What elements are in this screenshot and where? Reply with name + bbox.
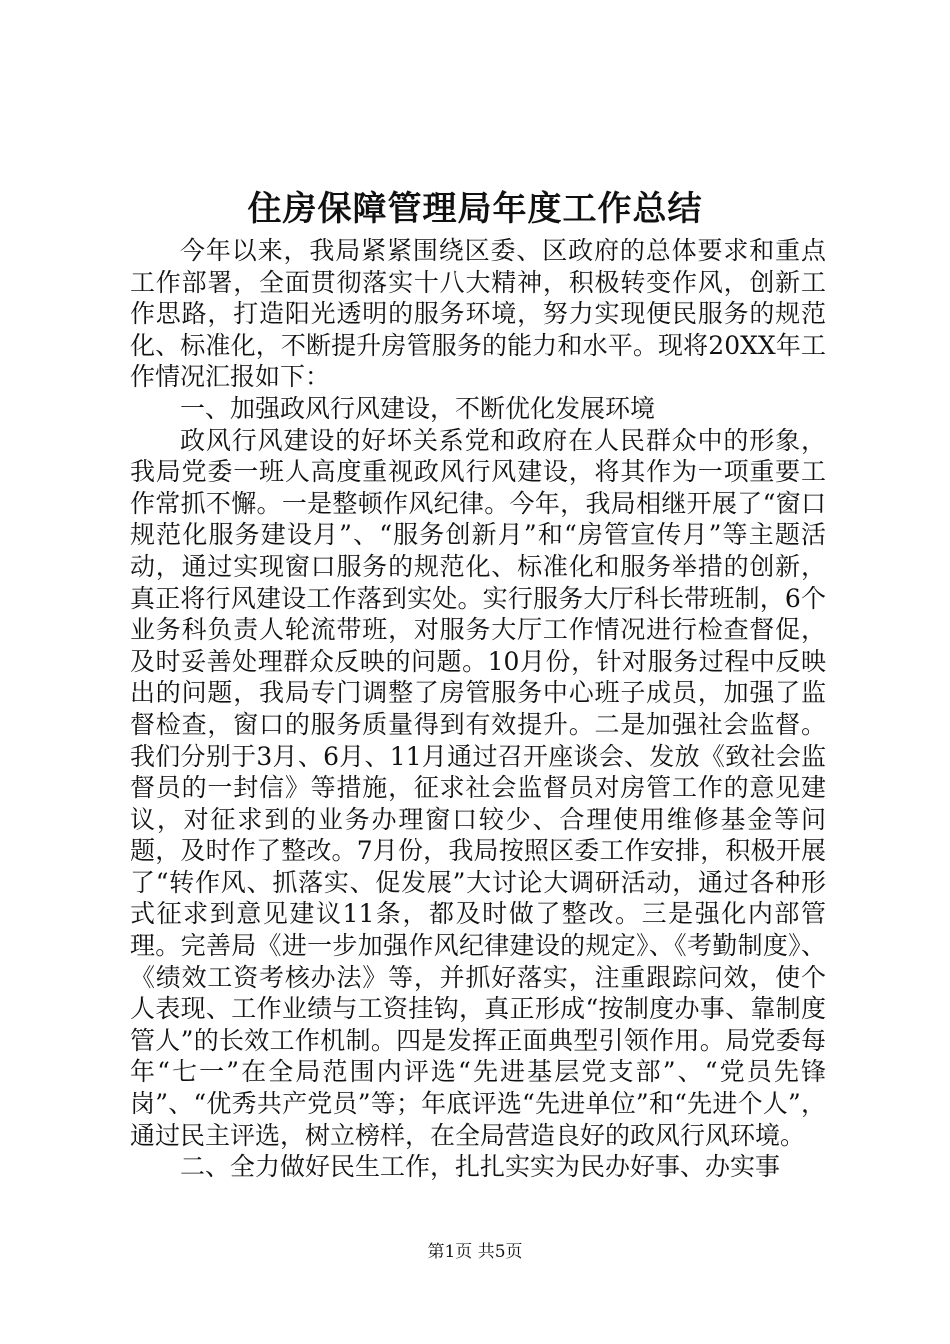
- section-heading-2: 二、全力做好民生工作，扎扎实实为民办好事、办实事: [180, 1152, 781, 1182]
- document-body: [130, 235, 826, 1183]
- intro-paragraph: 今年以来，我局紧紧围绕区委、区政府的总体要求和重点工作部署，全面贯彻落实十八大精神，积极转变作风，创新工作思路，打造阳光透明的服务环境，努力实现便民服务的规范化、标准化，不断提升房管服务的能力和水平。现将20XX年工作情况汇报如下：: [130, 236, 826, 392]
- section-1-paragraph: 政风行风建设的好坏关系党和政府在人民群众中的形象，我局党委一班人高度重视政风行风建设，将其作为一项重要工作常抓不懈。一是整顿作风纪律。今年，我局相继开展了“窗口规范化服务建设月”、“服务创新月”和“房管宣传月”等主题活动，通过实现窗口服务的规范化、标准化和服务举措的创新，真正将行风建设工作落到实处。实行服务大厅科长带班制，6个业务科负责人轮流带班，对服务大厅工作情况进行检查督促，及时妥善处理群众反映的问题。10月份，针对服务过程中反映出的问题，我局专门调整了房管服务中心班子成员，加强了监督检查，窗口的服务质量得到有效提升。二是加强社会监督。我们分别于3月、6月、11月通过召开座谈会、发放《致社会监督员的一封信》等措施，征求社会监督员对房管工作的意见建议，对征求到的业务办理窗口较少、合理使用维修基金等问题，及时作了整改。7月份，我局按照区委工作安排，积极开展了“转作风、抓落实、促发展”大讨论大调研活动，通过各种形式征求到意见建议11条，都及时做了整改。三是强化内部管理。完善局《进一步加强作风纪律建设的规定》、《考勤制度》、《绩效工资考核办法》等，并抓好落实，注重跟踪问效，使个人表现、工作业绩与工资挂钩，真正形成“按制度办事、靠制度管人”的长效工作机制。四是发挥正面典型引领作用。局党委每年“七一”在全局范围内评选“先进基层党支部”、“党员先锋岗”、“优秀共产党员”等；年底评选“先进单位”和“先进个人”，通过民主评选，树立榜样，在全局营造良好的政风行风环境。: [130, 425, 826, 1150]
- section-heading-1: 一、加强政风行风建设，不断优化发展环境: [180, 393, 656, 423]
- document-title: 住房保障管理局年度工作总结: [247, 189, 703, 229]
- page-number-footer: 第1页 共5页: [427, 1242, 523, 1262]
